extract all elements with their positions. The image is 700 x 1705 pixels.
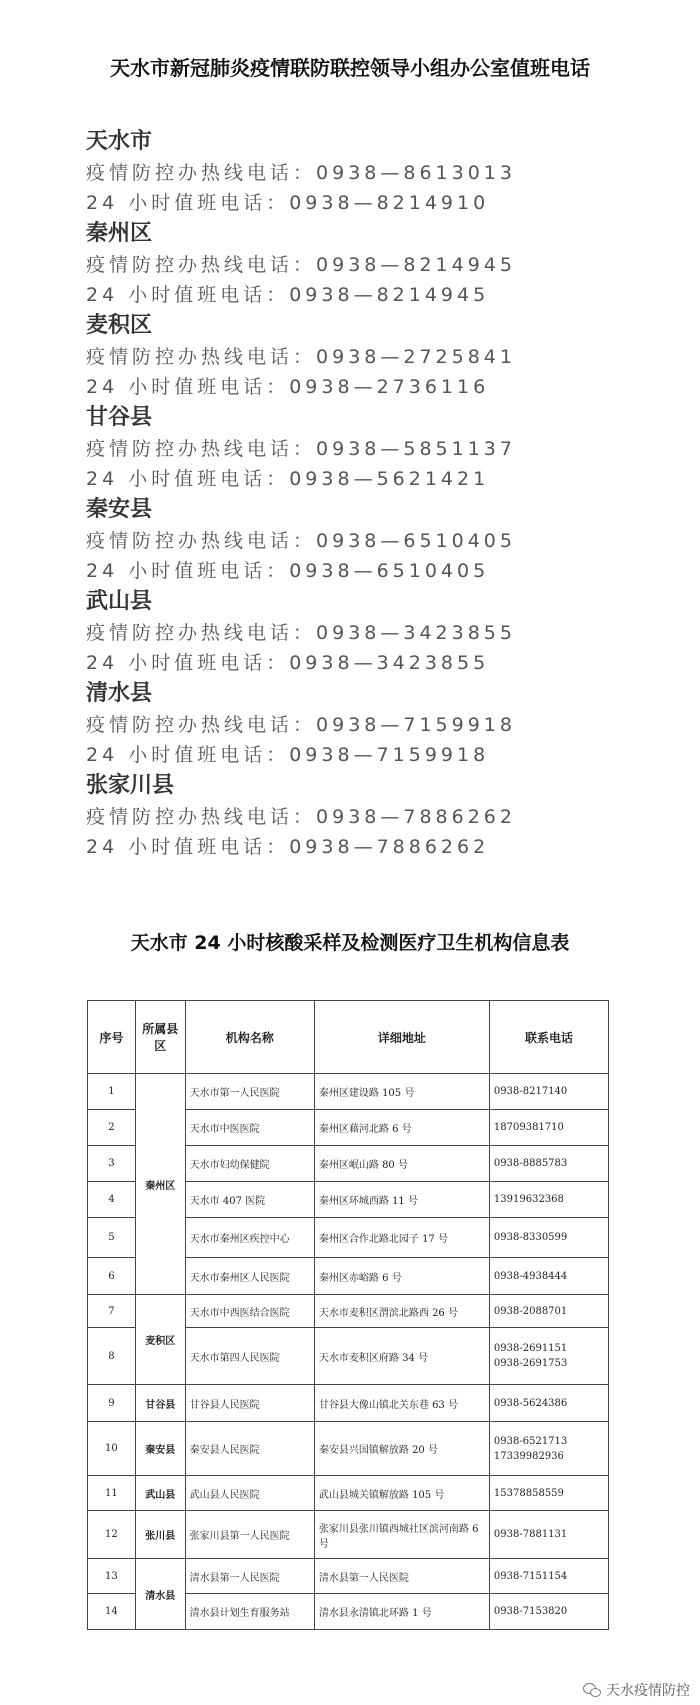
cell-idx: 9 (88, 1385, 136, 1422)
cell-name: 甘谷县人民医院 (185, 1385, 314, 1422)
table-row (88, 1476, 609, 1511)
cell-address: 天水市麦积区渭滨北路西 26 号 (314, 1295, 489, 1328)
duty-number[interactable]: 0938—3423855 (289, 652, 490, 674)
duty-line (86, 188, 686, 218)
district-name: 清水县 (86, 681, 153, 706)
cell-idx: 1 (88, 1074, 136, 1110)
duty-number[interactable]: 0938—6510405 (289, 560, 490, 582)
district-block (86, 402, 686, 494)
district-name: 天水市 (86, 129, 153, 154)
cell-name: 清水县第一人民医院 (185, 1559, 314, 1594)
cell-phone[interactable] (489, 1328, 608, 1385)
cell-address: 秦安县兴国镇解放路 20 号 (314, 1422, 489, 1476)
cell-idx: 4 (88, 1182, 136, 1218)
cell-name: 天水市妇幼保健院 (185, 1146, 314, 1182)
header-idx: 序号 (88, 1001, 136, 1074)
page-title: 天水市新冠肺炎疫情联防联控领导小组办公室值班电话 (110, 56, 590, 80)
duty-number[interactable]: 0938—8214945 (289, 284, 490, 306)
cell-district: 秦州区 (135, 1074, 185, 1295)
cell-phone[interactable]: 18709381710 (489, 1110, 608, 1146)
duty-label: 24 小时值班电话： (86, 652, 290, 674)
cell-phone[interactable]: 0938-8885783 (489, 1146, 608, 1182)
hotline-line (86, 710, 686, 740)
cell-idx: 10 (88, 1422, 136, 1476)
header-address: 详细地址 (314, 1001, 489, 1074)
contact-list (86, 126, 686, 862)
duty-number[interactable]: 0938—8214910 (289, 192, 490, 214)
cell-name: 武山县人民医院 (185, 1476, 314, 1511)
cell-phone[interactable]: 0938-7151154 (489, 1559, 608, 1594)
cell-phone[interactable]: 0938-8330599 (489, 1218, 608, 1258)
cell-address: 秦州区岷山路 80 号 (314, 1146, 489, 1182)
hotline-line (86, 158, 686, 188)
cell-district: 麦积区 (135, 1295, 185, 1385)
table-title: 天水市 24 小时核酸采样及检测医疗卫生机构信息表 (130, 932, 570, 954)
cell-address: 秦州区藉河北路 6 号 (314, 1110, 489, 1146)
cell-name: 天水市中西医结合医院 (185, 1295, 314, 1328)
cell-name: 天水市第四人民医院 (185, 1328, 314, 1385)
hotline-label: 疫情防控办热线电话： (86, 622, 317, 644)
cell-name: 张家川县第一人民医院 (185, 1511, 314, 1559)
duty-line (86, 740, 686, 770)
duty-label: 24 小时值班电话： (86, 284, 290, 306)
cell-address: 清水县永清镇北环路 1 号 (314, 1594, 489, 1630)
hotline-label: 疫情防控办热线电话： (86, 346, 317, 368)
hotline-number[interactable]: 0938—7886262 (316, 806, 516, 828)
duty-label: 24 小时值班电话： (86, 468, 290, 490)
hotline-number[interactable]: 0938—2725841 (316, 346, 516, 368)
cell-phone[interactable]: 0938-7881131 (489, 1511, 608, 1559)
cell-address: 清水县第一人民医院 (314, 1559, 489, 1594)
phone-line[interactable]: 0938-2691753 (493, 1358, 568, 1369)
hotline-line (86, 342, 686, 372)
phone-line[interactable]: 17339982936 (493, 1450, 564, 1462)
cell-district: 甘谷县 (135, 1385, 185, 1422)
cell-district: 秦安县 (135, 1422, 185, 1476)
cell-idx: 5 (88, 1218, 136, 1258)
duty-number[interactable]: 0938—5621421 (289, 468, 490, 490)
duty-line (86, 280, 686, 310)
table-header-row (88, 1001, 609, 1074)
duty-number[interactable]: 0938—7159918 (289, 744, 490, 766)
cell-idx: 13 (88, 1559, 136, 1594)
cell-address: 秦州区建设路 105 号 (314, 1074, 489, 1110)
hotline-label: 疫情防控办热线电话： (86, 530, 317, 552)
cell-name: 天水市秦州区疾控中心 (185, 1218, 314, 1258)
table-row (88, 1385, 609, 1422)
cell-name: 天水市中医医院 (185, 1110, 314, 1146)
cell-idx: 8 (88, 1328, 136, 1385)
cell-phone[interactable]: 0938-7153820 (489, 1594, 608, 1630)
cell-phone[interactable] (489, 1422, 608, 1476)
duty-line (86, 372, 686, 402)
duty-label: 24 小时值班电话： (86, 192, 290, 214)
hotline-label: 疫情防控办热线电话： (86, 714, 317, 736)
district-name: 秦安县 (86, 497, 153, 522)
hotline-label: 疫情防控办热线电话： (86, 438, 317, 460)
hotline-line (86, 434, 686, 464)
table-row (88, 1074, 609, 1110)
phone-line[interactable]: 0938-2691151 (493, 1343, 568, 1354)
hotline-number[interactable]: 0938—7159918 (316, 714, 516, 736)
cell-idx: 12 (88, 1511, 136, 1559)
district-block (86, 678, 686, 770)
cell-idx: 6 (88, 1258, 136, 1295)
hotline-number[interactable]: 0938—8613013 (316, 162, 516, 184)
cell-address: 天水市麦积区府路 34 号 (314, 1328, 489, 1385)
table-row (88, 1295, 609, 1328)
watermark (583, 1680, 690, 1700)
cell-name: 秦安县人民医院 (185, 1422, 314, 1476)
duty-number[interactable]: 0938—7886262 (289, 836, 490, 858)
cell-name: 清水县计划生育服务站 (185, 1594, 314, 1630)
cell-name: 天水市 407 医院 (185, 1182, 314, 1218)
district-block (86, 126, 686, 218)
hotline-line (86, 802, 686, 832)
hotline-number[interactable]: 0938—8214945 (316, 254, 516, 276)
wechat-icon (583, 1683, 601, 1697)
cell-name: 天水市第一人民医院 (185, 1074, 314, 1110)
hotline-number[interactable]: 0938—6510405 (316, 530, 516, 552)
cell-district: 张川县 (135, 1511, 185, 1559)
hotline-label: 疫情防控办热线电话： (86, 806, 317, 828)
cell-address: 张家川县张川镇西城社区滨河南路 6 号 (314, 1511, 489, 1559)
hotline-label: 疫情防控办热线电话： (86, 162, 317, 184)
duty-label: 24 小时值班电话： (86, 836, 290, 858)
cell-address: 秦州区赤峪路 6 号 (314, 1258, 489, 1295)
cell-idx: 14 (88, 1594, 136, 1630)
cell-idx: 2 (88, 1110, 136, 1146)
cell-phone[interactable]: 0938-8217140 (489, 1074, 608, 1110)
duty-number[interactable]: 0938—2736116 (289, 376, 490, 398)
hotline-number[interactable]: 0938—3423855 (316, 622, 516, 644)
duty-line (86, 464, 686, 494)
district-block (86, 770, 686, 862)
phone-line[interactable]: 0938-6521713 (493, 1435, 568, 1447)
cell-phone[interactable]: 0938-4938444 (489, 1258, 608, 1295)
header-phone: 联系电话 (489, 1001, 608, 1074)
header-district: 所属县区 (135, 1001, 185, 1074)
header-name: 机构名称 (185, 1001, 314, 1074)
district-block (86, 310, 686, 402)
district-name: 甘谷县 (86, 405, 153, 430)
hotline-line (86, 526, 686, 556)
duty-line (86, 648, 686, 678)
district-block (86, 586, 686, 678)
cell-district: 清水县 (135, 1559, 185, 1630)
cell-idx: 11 (88, 1476, 136, 1511)
cell-address: 武山县城关镇解放路 105 号 (314, 1476, 489, 1511)
cell-name: 天水市秦州区人民医院 (185, 1258, 314, 1295)
table-row (88, 1422, 609, 1476)
cell-phone[interactable]: 0938-2088701 (489, 1295, 608, 1328)
cell-address: 秦州区环城西路 11 号 (314, 1182, 489, 1218)
district-name: 张家川县 (86, 773, 175, 798)
institution-table (87, 1000, 609, 1630)
cell-district: 武山县 (135, 1476, 185, 1511)
district-block (86, 218, 686, 310)
district-name: 麦积区 (86, 313, 153, 338)
cell-address: 秦州区合作北路北园子 17 号 (314, 1218, 489, 1258)
district-block (86, 494, 686, 586)
district-name: 秦州区 (86, 221, 153, 246)
district-name: 武山县 (86, 589, 153, 614)
cell-address: 甘谷县大像山镇北关东巷 63 号 (314, 1385, 489, 1422)
hotline-line (86, 250, 686, 280)
table-row (88, 1559, 609, 1594)
cell-phone[interactable]: 13919632368 (489, 1182, 608, 1218)
table-row (88, 1511, 609, 1559)
duty-label: 24 小时值班电话： (86, 560, 290, 582)
cell-idx: 3 (88, 1146, 136, 1182)
duty-label: 24 小时值班电话： (86, 744, 290, 766)
watermark-text: 天水疫情防控 (606, 1683, 690, 1699)
cell-idx: 7 (88, 1295, 136, 1328)
duty-line (86, 556, 686, 586)
hotline-number[interactable]: 0938—5851137 (316, 438, 516, 460)
hotline-label: 疫情防控办热线电话： (86, 254, 317, 276)
duty-line (86, 832, 686, 862)
cell-phone[interactable]: 0938-5624386 (489, 1385, 608, 1422)
cell-phone[interactable]: 15378858559 (489, 1476, 608, 1511)
hotline-line (86, 618, 686, 648)
duty-label: 24 小时值班电话： (86, 376, 290, 398)
